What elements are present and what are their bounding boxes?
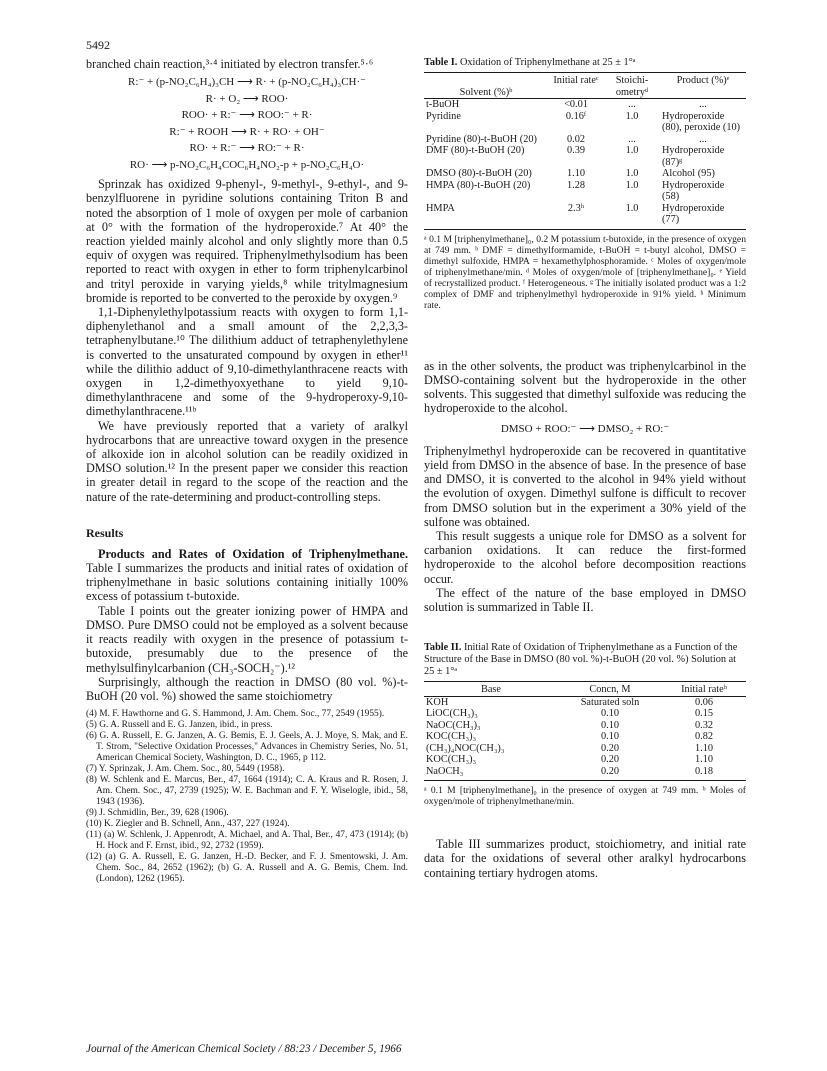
table-row: KOC(CH₃)₃ 0.10 0.82 bbox=[426, 731, 714, 743]
table-2-caption: Table II. Initial Rate of Oxidation of Triphenylmethane as a Function of the Structure of the Base in DMSO (80 vol. %)-t-BuOH (20 vol. %) Solution at 25 ± 1°ᵃ bbox=[424, 642, 738, 678]
equation-6: RO· ⟶ p-NO₂C₆H₄COC₆H₄NO₂-p + p-NO₂C₆H₄O· bbox=[129, 158, 365, 171]
table-row: (CH₃)₄NOC(CH₃)₃ 0.20 1.10 bbox=[426, 742, 714, 754]
paragraph bbox=[86, 547, 408, 604]
table-row: KOC(CH₃)₃ 0.20 1.10 bbox=[426, 754, 714, 766]
table-row: LiOC(CH₃)₃ 0.10 0.15 bbox=[426, 708, 714, 720]
paragraph: Surprisingly, although the reaction in DMSO (80 vol. %)-t-BuOH (20 vol. %) showed the same stoichiometry bbox=[86, 674, 408, 703]
right-column bbox=[424, 57, 746, 880]
table-1-header: Solvent (%)ᵇ bbox=[424, 73, 548, 99]
reaction-equations bbox=[86, 74, 408, 173]
table-row: NaOC(CH₃)₃ 0.10 0.32 bbox=[426, 719, 714, 731]
reference: (5) G. A. Russell and E. G. Janzen, ibid., in press. bbox=[86, 720, 273, 731]
intro-text: branched chain reaction,³·⁴ initiated by electron transfer.⁵·⁶ bbox=[86, 57, 374, 71]
reference: (4) M. F. Hawthorne and G. S. Hammond, J. Am. Chem. Soc., 77, 2549 (1955). bbox=[86, 709, 385, 720]
equation: DMSO + ROO:⁻ ⟶ DMSO₂ + RO:⁻ bbox=[500, 423, 670, 436]
reference: (11) (a) W. Schlenk, J. Appenrodt, A. Michael, and A. Thal, Ber., 47, 473 (1914); (b) H. Hock and F. Ernst, ibid., 92, 2732 (1959). bbox=[86, 830, 408, 852]
table-row: DMF (80)-t-BuOH (20) 0.39 1.0 Hydroperoxide (87)ᵍ bbox=[426, 145, 725, 168]
table-1-footnote: ᵃ 0.1 M [triphenylmethane]₀, 0.2 M potassium t-butoxide, in the presence of oxygen at 749 mm. ᵇ DMF = dimethylformamide, t-BuOH = t-butyl alcohol, DMSO = dimethyl sulfoxide, HMPA = hexamethylphosphoramide. ᶜ Moles of oxygen/mole of triphenylmethane/min. ᵈ Moles of oxygen/mole of [triphenylmethane]₀. ᵉ Yield of recrystallized product. ᶠ Heterogeneous. ᵍ The initially isolated product was a 1:2 complex of DMF and triphenylmethyl hydroperoxide in 91% yield. ʰ Minimum rate. bbox=[424, 233, 746, 311]
table-row: HMPA (80)-t-BuOH (20) 1.28 1.0 Hydroperoxide (58) bbox=[426, 179, 725, 202]
table-2 bbox=[424, 681, 746, 781]
table-row: DMSO (80)-t-BuOH (20) 1.10 1.0 Alcohol (95) bbox=[426, 168, 715, 179]
page-number: 5492 bbox=[86, 38, 110, 52]
reference: (6) G. A. Russell, E. G. Janzen, A. G. Bemis, E. J. Geels, A. J. Moye, S. Mak, and E. T. Strom, "Selective Oxidation Processes," Advances in Chemistry Series, No. 51, American Chemical Society, Washington, D. C., 1965, p 112. bbox=[86, 731, 408, 764]
table-2-header: Base bbox=[424, 682, 558, 697]
reference: (9) J. Schmidlin, Ber., 39, 628 (1906). bbox=[86, 808, 229, 819]
table-row: Pyridine (80)-t-BuOH (20) 0.02 ... ... bbox=[426, 133, 707, 145]
paragraph: Sprinzak has oxidized 9-phenyl-, 9-methyl-, 9-ethyl-, and 9-benzylfluorene in pyridine solutions containing Triton B and noted the absorption of 1 mole of oxygen per mole of carbanion at 0° with the formation of the hydroperoxide.⁷ At 40° the reaction yielded mainly alcohol and only slightly more than 0.5 equiv of oxygen was required. Triphenylmethylsodium has been reported to react with oxygen in ether to form triphenylcarbinol and trityl peroxide in varying yields,⁸ while tritylmagnesium bromide is reported to be converted to the peroxide by oxygen.⁹ bbox=[86, 177, 408, 305]
paragraph: as in the other solvents, the product was triphenylcarbinol in the DMSO-containing solvent but the hydroperoxide in the other solvents. This suggested that dimethyl sulfoxide was reducing the hydroperoxide to the alcohol. bbox=[424, 358, 746, 416]
paragraph: The effect of the nature of the base employed in DMSO solution is summarized in Table II. bbox=[424, 585, 746, 615]
paragraph: 1,1-Diphenylethylpotassium reacts with oxygen to form 1,1-diphenylethanol and a small amount of the 2,2,3,3-tetraphenylbutane.¹⁰ The dilithium adduct of tetraphenylethylene is converted to the unsaturated compound by oxygen in ether¹¹ while the dilithio adduct of 9,10-dimethylanthracene reacts with oxygen in 1,2-dimethyoxyethane to yield 9,10-dimethylanthracene and some of the 9-hydroperoxy-9,10-dimethylanthracene.¹¹ᵇ bbox=[86, 305, 408, 419]
table-row: KOH Saturated soln 0.06 bbox=[426, 696, 714, 708]
reference: (12) (a) G. A. Russell, E. G. Janzen, H.-D. Becker, and F. J. Smentowski, J. Am. Chem. Soc., 84, 2652 (1962); (b) G. A. Russell and A. G. Bemis, Chem. Ind. (London), 1262 (1965). bbox=[86, 852, 408, 885]
paragraph: Table III summarizes product, stoichiometry, and initial rate data for the oxidations of several other aralkyl hydrocarbons containing tertiary hydrogen atoms. bbox=[424, 837, 746, 880]
table-row: Pyridine 0.16ᶠ 1.0 Hydroperoxide (80), peroxide (10) bbox=[426, 110, 741, 133]
table-1-header: Initial rateᶜ bbox=[548, 73, 604, 99]
subheading: Products and Rates of Oxidation of Triphenylmethane. bbox=[98, 546, 408, 561]
reference: (7) Y. Sprinzak, J. Am. Chem. Soc., 80, 5449 (1958). bbox=[86, 764, 285, 775]
journal-footer: Journal of the American Chemical Society / 88:23 / December 5, 1966 bbox=[86, 1043, 402, 1055]
equation-1: R:⁻ + (p-NO₂C₆H₄)₃CH ⟶ R· + (p-NO₂C₆H₄)₃CH·⁻ bbox=[128, 76, 366, 89]
equation-4: R:⁻ + ROOH ⟶ R· + RO· + OH⁻ bbox=[169, 125, 325, 138]
paragraph: Triphenylmethyl hydroperoxide can be recovered in quantitative yield from DMSO in the absence of base. In the presence of base and DMSO, it is converted to the alcohol in 94% yield without the evolution of oxygen. Dimethyl sulfone is difficult to recover from DMSO solution but in the experiment a 30% yield of the sulfone was obtained. bbox=[424, 443, 746, 529]
left-column bbox=[86, 57, 408, 885]
equation-3: ROO· + R:⁻ ⟶ ROO:⁻ + R· bbox=[181, 109, 313, 122]
table-1-header: Stoichi-ometryᵈ bbox=[604, 73, 660, 99]
table-1 bbox=[424, 72, 746, 230]
section-heading: Results bbox=[86, 525, 124, 540]
table-2-header: Initial rateᵇ bbox=[662, 682, 746, 697]
table-row: NaOCH₃ 0.20 0.18 bbox=[426, 765, 714, 777]
table-2-footnote: ᵃ 0.1 M [triphenylmethane]₀ in the presence of oxygen at 749 mm. ᵇ Moles of oxygen/mole of triphenylmethane/min. bbox=[424, 785, 746, 808]
table-2-header: Concn, M bbox=[558, 682, 662, 697]
paragraph: Table I points out the greater ionizing power of HMPA and DMSO. Pure DMSO could not be employed as a solvent because it reacts readily with oxygen in the presence of potassium t-butoxide, presumably due to the presence of the methylsulfinylcarbanion (CH₃-SOCH₂⁻).¹² bbox=[86, 603, 408, 675]
paragraph: This result suggests a unique role for DMSO as a solvent for carbanion oxidations. It can reduce the first-formed hydroperoxide to the alcohol before decomposition reactions occur. bbox=[424, 529, 746, 586]
paragraph: We have previously reported that a variety of aralkyl hydrocarbons that are unreactive toward oxygen in the presence of alkoxide ion in alcohol solution can be readily oxidized in DMSO solution.¹² In the present paper we consider this reaction in greater detail in regard to the scope of the reaction and the nature of the rate-determining and product-controlling steps. bbox=[86, 418, 408, 504]
table-row: t-BuOH <0.01 ... ... bbox=[426, 99, 707, 110]
table-row: HMPA 2.3ʰ 1.0 Hydroperoxide (77) bbox=[426, 202, 725, 225]
equation-5: RO· + R:⁻ ⟶ RO:⁻ + R· bbox=[189, 142, 305, 155]
table-1-header: Product (%)ᵉ bbox=[660, 73, 746, 99]
references bbox=[86, 709, 408, 885]
reference: (10) K. Ziegler and B. Schnell, Ann., 437, 227 (1924). bbox=[86, 819, 290, 830]
table-1-caption: Table I. Oxidation of Triphenylmethane at 25 ± 1°ᵃ bbox=[424, 57, 636, 68]
equation-2: R· + O₂ ⟶ ROO· bbox=[205, 92, 289, 105]
reference: (8) W. Schlenk and E. Marcus, Ber., 47, 1664 (1914); C. A. Kraus and R. Rosen, J. Am. Chem. Soc., 47, 2739 (1925); W. E. Bachman and F. Y. Wiselogle, ibid., 58, 1943 (1936). bbox=[86, 775, 408, 808]
paragraph-text: Table I summarizes the products and initial rates of oxidation of triphenylmethane in basic solutions containing initially 100% excess of potassium t-butoxide. bbox=[86, 561, 408, 604]
